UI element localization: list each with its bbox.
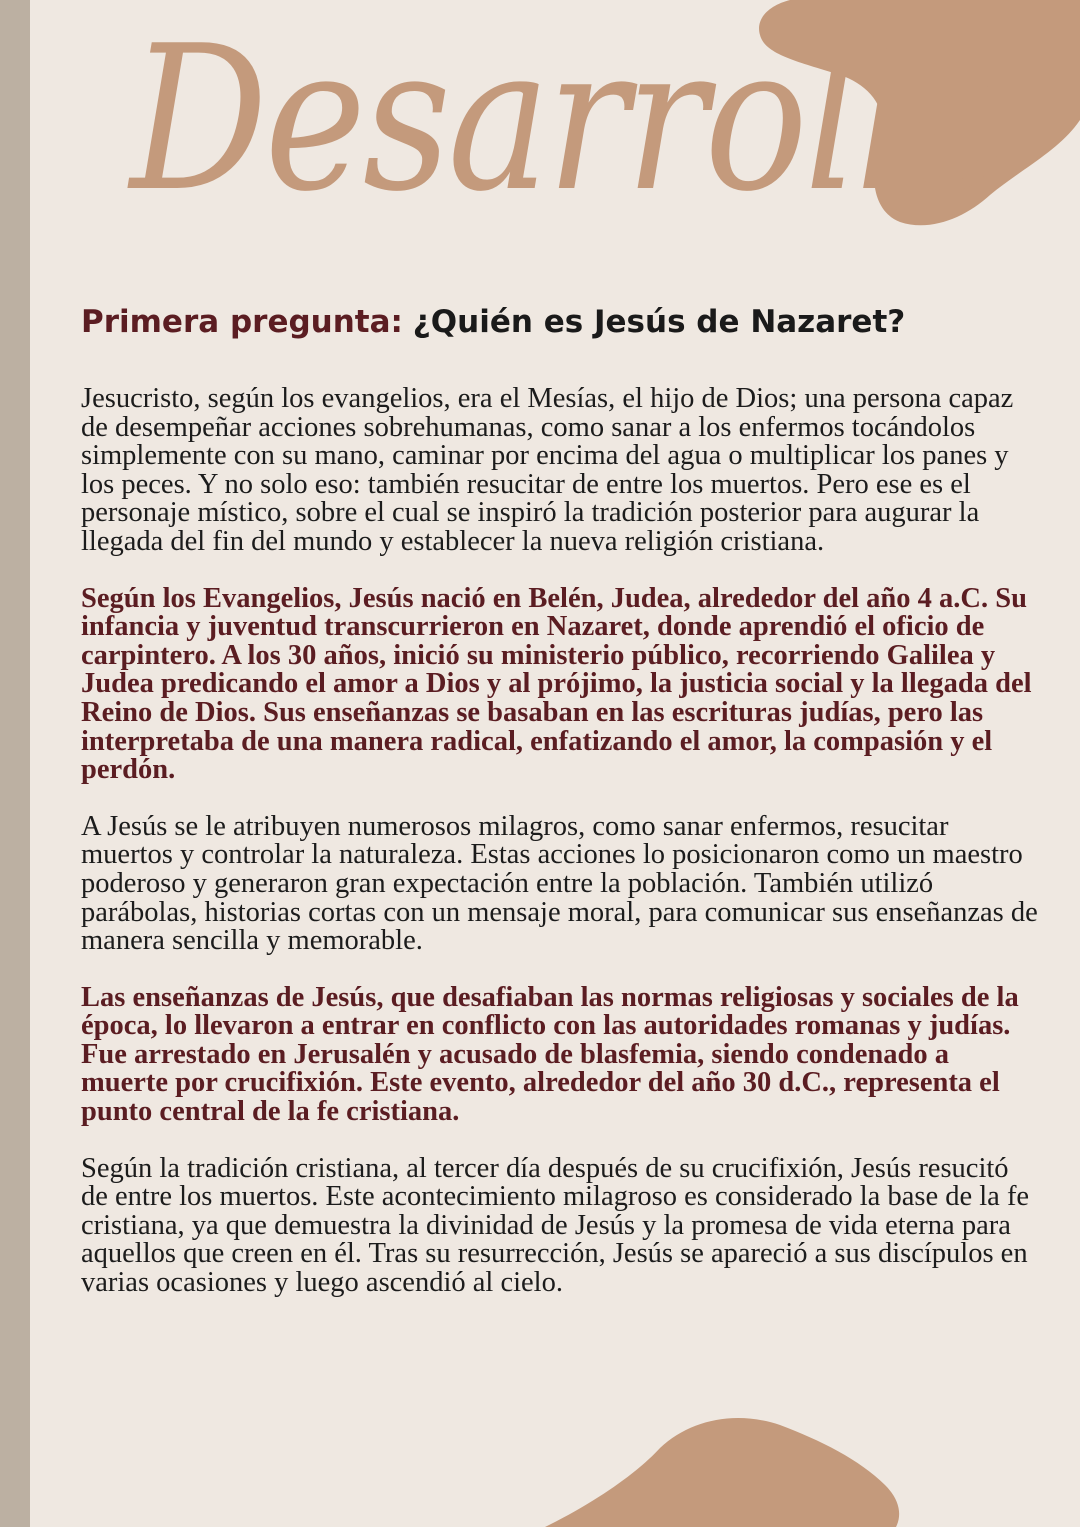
body-content — [81, 385, 1041, 1326]
paragraph-5: Según la tradición cristiana, al tercer día después de su crucifixión, Jesús resucitó de entre los muertos. Este acontecimiento milagroso es considerado la base de la fe cristiana, ya que demuestra la divinidad de Jesús y la promesa de vida eterna para aquellos que creen en él. Tras su resurrección, Jesús se apareció a sus discípulos en varias ocasiones y luego ascendió al cielo. — [81, 1152, 1030, 1299]
question-heading — [81, 300, 905, 344]
question-label: Primera pregunta: — [81, 304, 403, 340]
paragraph-2: Según los Evangelios, Jesús nació en Belén, Judea, alrededor del año 4 a.C. Su infancia y juventud transcurrieron en Nazaret, donde aprendió el oficio de carpintero. A los 30 años, inició su ministerio público, recorriendo Galilea y Judea predicando el amor a Dios y al prójimo, la justicia social y la llegada del Reino de Dios. Sus enseñanzas se basaban en las escrituras judías, pero las interpretaba de una manera radical, enfatizando el amor, la compasión y el perdón. — [81, 582, 1032, 786]
bottom-right-blob — [545, 1418, 899, 1527]
page-title: Desarrollo — [130, 3, 1008, 236]
question-text: ¿Quién es Jesús de Nazaret? — [412, 304, 906, 340]
paragraph-4: Las enseñanzas de Jesús, que desafiaban las normas religiosas y sociales de la época, lo llevaron a entrar en conflicto con las autoridades romanas y judías. Fue arrestado en Jerusalén y acusado de blasfemia, siendo condenado a muerte por crucifixión. Este evento, alrededor del año 30 d.C., representa el punto central de la fe cristiana. — [81, 981, 1019, 1128]
paragraph-3: A Jesús se le atribuyen numerosos milagros, como sanar enfermos, resucitar muertos y controlar la naturaleza. Estas acciones lo posicionaron como un maestro poderoso y generaron gran expectación entre la población. También utilizó parábolas, historias cortas con un mensaje moral, para comunicar sus enseñanzas de manera sencilla y memorable. — [81, 810, 1038, 957]
paragraph-1: Jesucristo, según los evangelios, era el Mesías, el hijo de Dios; una persona capaz de desempeñar acciones sobrehumanas, como sanar a los enfermos tocándolos simplemente con su mano, caminar por encima del agua o multiplicar los panes y los peces. Y no solo eso: también resucitar de entre los muertos. Pero ese es el personaje místico, sobre el cual se inspiró la tradición posterior para augurar la llegada del fin del mundo y establecer la nueva religión cristiana. — [81, 383, 1014, 557]
